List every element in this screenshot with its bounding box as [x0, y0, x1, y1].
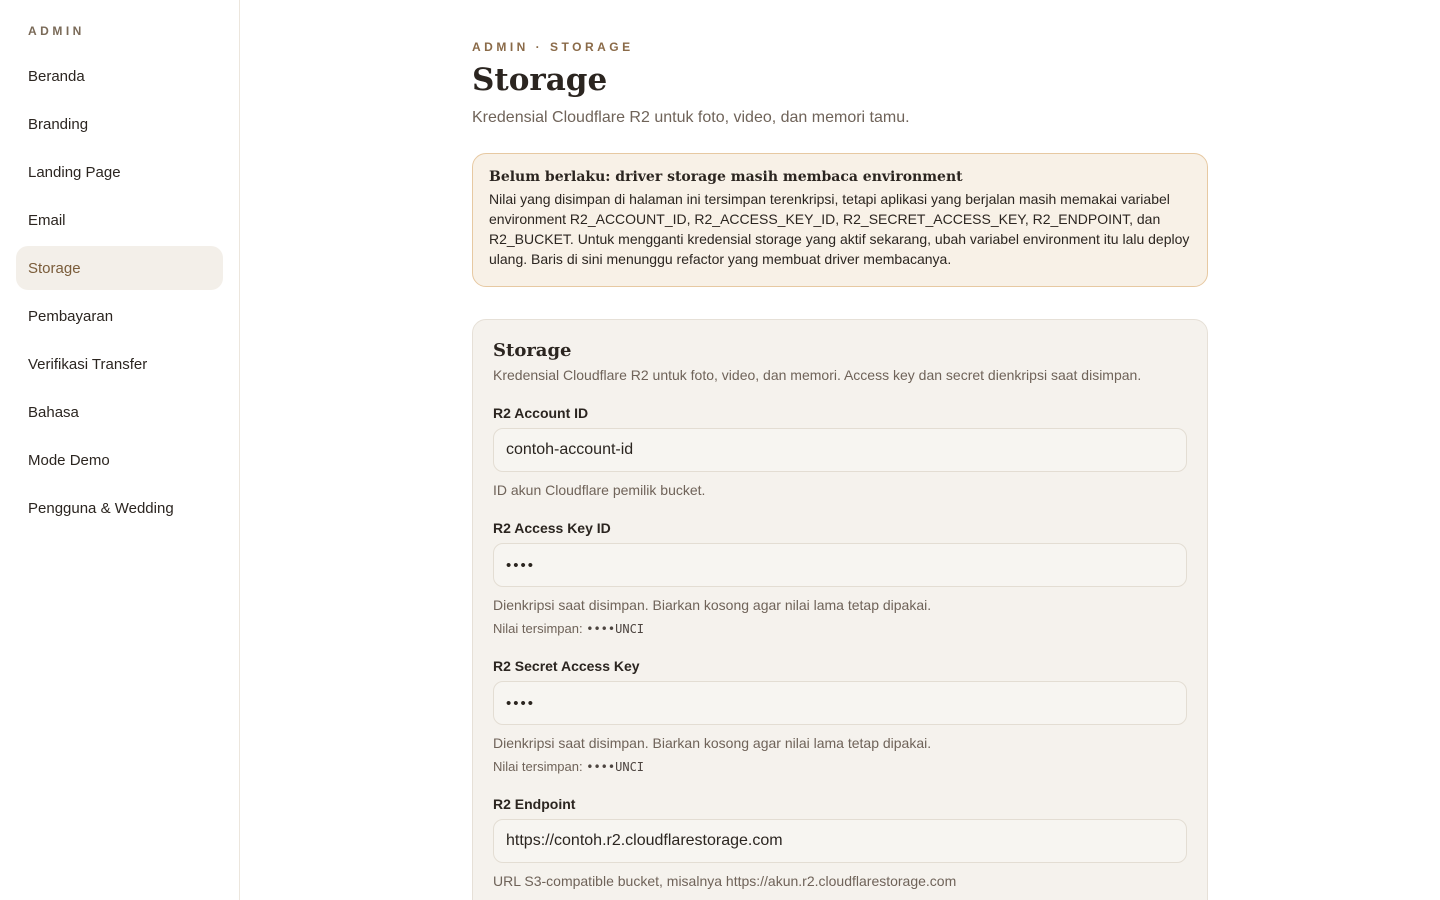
card-title: Storage [493, 340, 572, 362]
secret-access-key-field [493, 658, 1187, 774]
sidebar-item-landing-page[interactable]: Landing Page [28, 163, 121, 181]
secret-access-key-stored [493, 759, 1187, 774]
stored-value-label: Nilai tersimpan: [493, 621, 583, 637]
sidebar-nav [16, 54, 223, 530]
breadcrumb: ADMIN · STORAGE [472, 40, 634, 54]
access-key-id-input[interactable] [493, 543, 1187, 587]
access-key-id-stored [493, 621, 1187, 636]
endpoint-input[interactable] [493, 819, 1187, 863]
sidebar-item-pengguna-wedding[interactable]: Pengguna & Wedding [28, 499, 174, 517]
stored-value: ••••UNCI [586, 622, 645, 637]
warning-alert [472, 153, 1208, 287]
access-key-id-help: Dienkripsi saat disimpan. Biarkan kosong agar nilai lama tetap dipakai. [493, 597, 932, 614]
sidebar-item-bahasa[interactable]: Bahasa [28, 403, 79, 421]
main-content [240, 0, 1440, 900]
secret-access-key-help: Dienkripsi saat disimpan. Biarkan kosong agar nilai lama tetap dipakai. [493, 735, 932, 752]
page-title: Storage [472, 62, 608, 98]
access-key-id-label: R2 Access Key ID [493, 520, 611, 537]
secret-access-key-label: R2 Secret Access Key [493, 658, 640, 675]
alert-title: Belum berlaku: driver storage masih membaca environment [489, 169, 963, 186]
account-id-input[interactable] [493, 428, 1187, 472]
storage-settings-card [472, 319, 1208, 900]
endpoint-label: R2 Endpoint [493, 796, 576, 813]
alert-body: Nilai yang disimpan di halaman ini tersimpan terenkripsi, tetapi aplikasi yang berjalan masih memakai variabel environment R2_ACCOUNT_ID, R2_ACCESS_KEY_ID, R2_SECRET_ACCESS_KEY, R2_ENDPOINT, dan R2_BUCKET. Untuk mengganti kredensial storage yang aktif sekarang, ubah variabel environment itu lalu deploy ulang. Baris di sini menunggu refactor yang membuat driver membacanya. [489, 191, 1190, 268]
stored-value-label: Nilai tersimpan: [493, 759, 583, 775]
sidebar-item-storage[interactable]: Storage [16, 246, 223, 290]
sidebar-item-verifikasi-transfer[interactable]: Verifikasi Transfer [28, 355, 148, 373]
endpoint-help: URL S3-compatible bucket, misalnya https://akun.r2.cloudflarestorage.com [493, 873, 957, 890]
sidebar-item-pembayaran[interactable]: Pembayaran [28, 307, 114, 325]
page-subtitle: Kredensial Cloudflare R2 untuk foto, video, dan memori tamu. [472, 109, 910, 127]
account-id-help: ID akun Cloudflare pemilik bucket. [493, 482, 706, 499]
sidebar [0, 0, 240, 900]
stored-value: ••••UNCI [586, 760, 645, 775]
sidebar-heading: ADMIN [28, 24, 85, 38]
sidebar-item-branding[interactable]: Branding [28, 115, 89, 133]
sidebar-item-mode-demo[interactable]: Mode Demo [28, 451, 110, 469]
access-key-id-field [493, 520, 1187, 636]
card-description: Kredensial Cloudflare R2 untuk foto, video, dan memori. Access key dan secret dienkripsi saat disimpan. [493, 367, 1142, 384]
secret-access-key-input[interactable] [493, 681, 1187, 725]
sidebar-item-beranda[interactable]: Beranda [28, 67, 85, 85]
account-id-label: R2 Account ID [493, 405, 589, 422]
account-id-field [493, 405, 1187, 498]
endpoint-field [493, 796, 1187, 889]
content-column [472, 40, 1208, 900]
sidebar-item-email[interactable]: Email [28, 211, 66, 229]
